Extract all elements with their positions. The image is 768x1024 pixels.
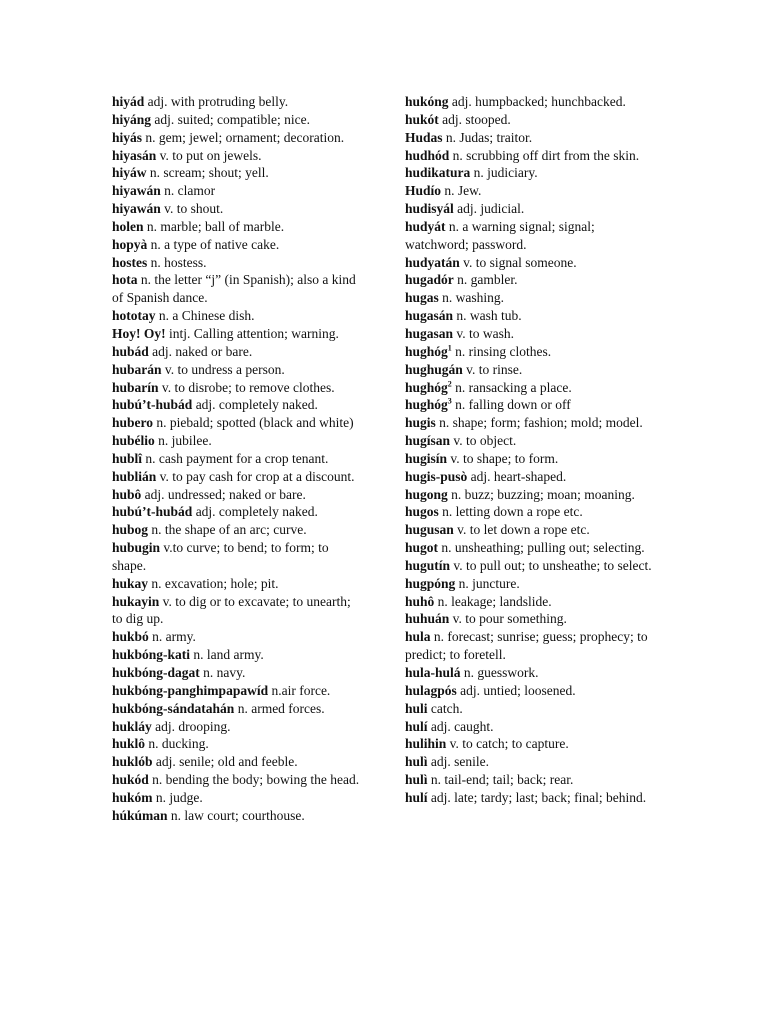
entry-headword: hula-hulá [405,665,461,680]
entry-headword: hulagpós [405,682,457,698]
entry-headword: hulí [405,789,428,805]
entry-definition: v. to shout. [164,201,224,217]
dictionary-entry [112,361,362,379]
dictionary-entry [405,325,655,343]
entry-headword: hukayin [112,593,160,609]
dictionary-entry [112,718,362,736]
dictionary-entry [112,129,362,147]
entry-definition: n. Judas; traitor. [445,129,533,145]
dictionary-entry [405,468,655,486]
entry-headword: hukóng [405,94,449,109]
entry-definition: n. army. [152,629,196,645]
entry-definition: adj. heart-shaped. [470,468,567,484]
entry-definition: v. to shape; to form. [450,450,559,466]
entry-definition: v. to dig or to excavate; to unearth; to dig up. [112,593,351,627]
entry-definition: n. land army. [193,647,264,663]
entry-definition: n. the letter “j” (in Spanish); also a kind of Spanish dance. [112,272,356,306]
dictionary-entry [405,771,655,789]
entry-headword: huhuán [405,611,450,627]
entry-definition: v. to let down a rope etc. [457,522,590,538]
entry-definition: v. to put on jewels. [159,147,262,163]
dictionary-entry [405,718,655,736]
dictionary-entry [112,271,362,307]
entry-headword: hugos [405,504,439,520]
entry-definition: n. armed forces. [237,700,325,716]
entry-headword: hughóg$^2$ [405,379,452,395]
entry-definition: adj. stooped. [442,111,511,127]
dictionary-entry [405,486,655,504]
dictionary-entry [405,557,655,575]
entry-definition: v. to wash. [456,325,515,341]
entry-headword: hubô [112,486,142,502]
dictionary-entry [112,182,362,200]
entry-headword: hudikatura [405,165,471,181]
dictionary-entry [112,218,362,236]
dictionary-entry [112,307,362,325]
dictionary-entry [405,289,655,307]
entry-headword: huli [405,700,428,716]
dictionary-entry [112,575,362,593]
dictionary-entry [405,396,655,414]
entry-headword: hota [112,272,138,288]
dictionary-entry [112,254,362,272]
entry-definition: v. to disrobe; to remove clothes. [161,379,335,395]
entry-definition: adj. suited; compatible; nice. [154,111,310,127]
entry-definition: adj. senile; old and feeble. [155,754,298,770]
entry-headword: hulì [405,772,428,788]
entry-headword: hugasán [405,308,454,324]
dictionary-entry [405,129,655,147]
dictionary-entry [405,218,655,254]
entry-headword: hiyáw [112,165,147,181]
dictionary-entry [112,164,362,182]
dictionary-entry [112,807,362,825]
entry-headword: hukbóng-sándatahán [112,700,235,716]
entry-headword: hubarín [112,379,159,395]
entry-definition: n. unsheathing; pulling out; selecting. [441,540,645,556]
dictionary-entry [112,593,362,629]
dictionary-entry [112,343,362,361]
entry-definition: v. to pull out; to unsheathe; to select. [453,557,652,573]
entry-headword: huklô [112,736,146,752]
entry-headword: hostes [112,254,148,270]
entry-definition: v. to pay cash for crop at a discount. [159,468,355,484]
entry-headword: hukbóng-panghimpapawíd [112,682,269,698]
entry-headword: hiyawán [112,201,161,217]
entry-headword: hugas [405,290,439,306]
entry-headword: hiyás [112,129,143,145]
entry-headword: hubarán [112,361,162,377]
entry-definition: adj. drooping. [155,718,231,734]
entry-headword: huhô [405,593,435,609]
entry-definition: v.to curve; to bend; to form; to shape. [112,540,329,573]
entry-headword: húkúman [112,807,168,823]
dictionary-entry [405,182,655,200]
entry-definition: adj. senile. [430,754,490,770]
entry-headword: Hoy! Oy! [112,325,166,341]
dictionary-entry [112,664,362,682]
dictionary-entry [405,682,655,700]
entry-headword: hukót [405,111,439,127]
entry-definition: adj. naked or bare. [152,343,253,359]
entry-definition: v. to signal someone. [463,254,577,270]
dictionary-entry [405,664,655,682]
entry-definition: n. Jew. [444,183,482,199]
dictionary-entry [405,521,655,539]
entry-definition: v. to undress a person. [164,361,285,377]
entry-headword: hukóm [112,789,153,805]
entry-headword: hugisín [405,450,448,466]
entry-definition: adj. judicial. [457,201,525,217]
dictionary-entry [112,200,362,218]
entry-definition: n. judge. [155,789,203,805]
entry-definition: n. tail-end; tail; back; rear. [430,772,574,788]
dictionary-entry [405,343,655,361]
entry-headword: hiyád [112,94,145,109]
entry-definition: adj. with protruding belly. [147,94,289,109]
dictionary-entry [112,521,362,539]
homograph-number: 2 [447,379,452,388]
dictionary-entry [405,164,655,182]
entry-headword: hototay [112,308,156,324]
entry-definition: catch. [430,700,463,716]
entry-definition: n. wash tub. [456,308,522,324]
dictionary-entry [405,593,655,611]
entry-headword: hugot [405,540,439,556]
dictionary-entry [112,236,362,254]
entry-headword: hugis-pusò [405,468,468,484]
entry-headword: hughóg$^1$ [405,343,452,359]
entry-definition: v. to catch; to capture. [449,736,569,752]
dictionary-entry [112,147,362,165]
entry-definition: n.air force. [271,682,331,698]
entry-definition: n. judiciary. [473,165,538,181]
entry-headword: hughóg$^3$ [405,396,452,413]
entry-definition: n. hostess. [150,254,207,270]
entry-headword: hudyát [405,218,446,234]
entry-definition: n. a type of native cake. [150,236,280,252]
entry-headword: hubád [112,343,149,359]
entry-definition: adj. undressed; naked or bare. [144,486,306,502]
dictionary-entry [112,646,362,664]
entry-headword: hubero [112,415,154,431]
dictionary-entry [405,307,655,325]
dictionary-entry [405,575,655,593]
dictionary-entry [112,735,362,753]
dictionary-entry [112,379,362,397]
entry-headword: hudhód [405,147,450,163]
entry-definition: n. juncture. [458,575,520,591]
entry-definition: n. guesswork. [463,665,539,680]
entry-headword: hiyasán [112,147,157,163]
entry-definition: n. a Chinese dish. [158,308,255,324]
entry-headword: Hudío [405,183,442,199]
entry-headword: hugutín [405,557,451,573]
homograph-number: 1 [447,343,452,353]
entry-definition: n. excavation; hole; pit. [151,575,279,591]
entry-headword: Hudas [405,129,443,145]
dictionary-entry [112,414,362,432]
entry-headword: hubú’t-hubád [112,504,193,520]
entry-definition: n. shape; form; fashion; mold; model. [439,415,643,431]
entry-definition: n. letting down a rope etc. [442,504,583,520]
entry-headword: hugis [405,415,436,431]
entry-definition: n. law court; courthouse. [170,807,305,823]
right-column [405,93,655,807]
entry-headword: hugpóng [405,575,456,591]
dictionary-entry [112,628,362,646]
dictionary-entry [112,486,362,504]
entry-definition: n. the shape of an arc; curve. [151,522,307,538]
entry-headword: hugong [405,486,448,502]
entry-headword: hudyatán [405,254,460,270]
dictionary-entry [405,200,655,218]
entry-headword: hulihin [405,736,447,752]
entry-headword: hukláy [112,718,152,734]
entry-definition: n. jubilee. [158,433,212,449]
entry-headword: hudisyál [405,201,454,217]
dictionary-entry [112,682,362,700]
entry-definition: n. leakage; landslide. [437,593,552,609]
dictionary-entry [405,610,655,628]
entry-definition: n. washing. [442,290,505,306]
entry-definition: adj. late; tardy; last; back; final; behind. [430,789,647,805]
homograph-number: 3 [447,396,452,406]
entry-definition: n. falling down or off [455,397,571,413]
entry-definition: adj. untied; loosened. [460,682,576,698]
entry-definition: adj. completely naked. [195,504,318,520]
entry-definition: n. ducking. [148,736,209,752]
dictionary-entry [112,325,362,343]
dictionary-entry [405,361,655,379]
entry-headword: hiyáng [112,111,152,127]
dictionary-entry [112,539,362,575]
entry-headword: hukbó [112,629,149,645]
entry-definition: n. scrubbing off dirt from the skin. [452,147,640,163]
entry-headword: hugasan [405,325,454,341]
entry-headword: hukay [112,575,149,591]
entry-headword: hublián [112,468,157,484]
dictionary-entry [405,111,655,129]
entry-definition: n. forecast; sunrise; guess; prophecy; to predict; to foretell. [405,629,648,663]
entry-headword: hiyawán [112,183,161,199]
dictionary-entry [405,271,655,289]
entry-headword: hugusan [405,522,454,538]
dictionary-entry [405,450,655,468]
dictionary-entry [112,111,362,129]
entry-definition: v. to object. [453,433,517,449]
entry-definition: adj. completely naked. [195,397,318,413]
entry-definition: n. buzz; buzzing; moan; moaning. [451,486,635,502]
dictionary-entry [405,432,655,450]
entry-headword: hukbóng-kati [112,647,191,663]
entry-headword: hugísan [405,433,451,449]
dictionary-entry [405,628,655,664]
dictionary-entry [112,432,362,450]
dictionary-entry [112,503,362,521]
entry-headword: hubú’t-hubád [112,397,193,413]
entry-definition: n. gambler. [457,272,518,288]
dictionary-entry [405,503,655,521]
entry-headword: hopyà [112,236,148,252]
entry-headword: hula [405,629,431,645]
dictionary-entry [405,700,655,718]
entry-headword: hulì [405,754,428,770]
dictionary-entry [405,379,655,397]
entry-headword: hughugán [405,361,463,377]
left-column [112,93,362,825]
dictionary-entry [112,396,362,414]
entry-definition: n. bending the body; bowing the head. [152,772,360,788]
dictionary-entry [112,753,362,771]
entry-headword: hublî [112,450,143,466]
entry-definition: v. to rinse. [466,361,523,377]
dictionary-entry [112,468,362,486]
dictionary-entry [112,771,362,789]
entry-definition: v. to pour something. [452,611,567,627]
dictionary-entry [112,93,362,111]
entry-definition: n. a warning signal; signal; watchword; password. [405,218,595,252]
dictionary-entry [405,735,655,753]
entry-definition: n. marble; ball of marble. [146,218,285,234]
dictionary-entry [405,789,655,807]
entry-definition: adj. humpbacked; hunchbacked. [451,94,626,109]
entry-headword: hubugin [112,540,161,556]
dictionary-entry [112,789,362,807]
entry-definition: adj. caught. [430,718,494,734]
dictionary-entry [405,539,655,557]
entry-definition: n. clamor [164,183,216,199]
dictionary-entry [405,147,655,165]
entry-definition: intj. Calling attention; warning. [169,325,339,341]
dictionary-entry [405,254,655,272]
dictionary-entry [405,753,655,771]
dictionary-entry [405,93,655,111]
dictionary-entry [112,450,362,468]
entry-headword: hugadór [405,272,454,288]
entry-definition: n. piebald; spotted (black and white) [156,415,354,431]
entry-definition: n. cash payment for a crop tenant. [145,450,329,466]
entry-definition: n. navy. [203,665,246,680]
entry-headword: hubog [112,522,149,538]
entry-headword: hukód [112,772,149,788]
entry-headword: huklób [112,754,153,770]
entry-headword: hubélio [112,433,155,449]
dictionary-entry [112,700,362,718]
dictionary-entry [405,414,655,432]
entry-definition: n. rinsing clothes. [455,343,552,359]
entry-definition: n. scream; shout; yell. [149,165,269,181]
entry-definition: n. ransacking a place. [455,379,572,395]
entry-headword: hulí [405,718,428,734]
entry-headword: holen [112,218,144,234]
entry-headword: hukbóng-dagat [112,665,200,680]
entry-definition: n. gem; jewel; ornament; decoration. [145,129,345,145]
